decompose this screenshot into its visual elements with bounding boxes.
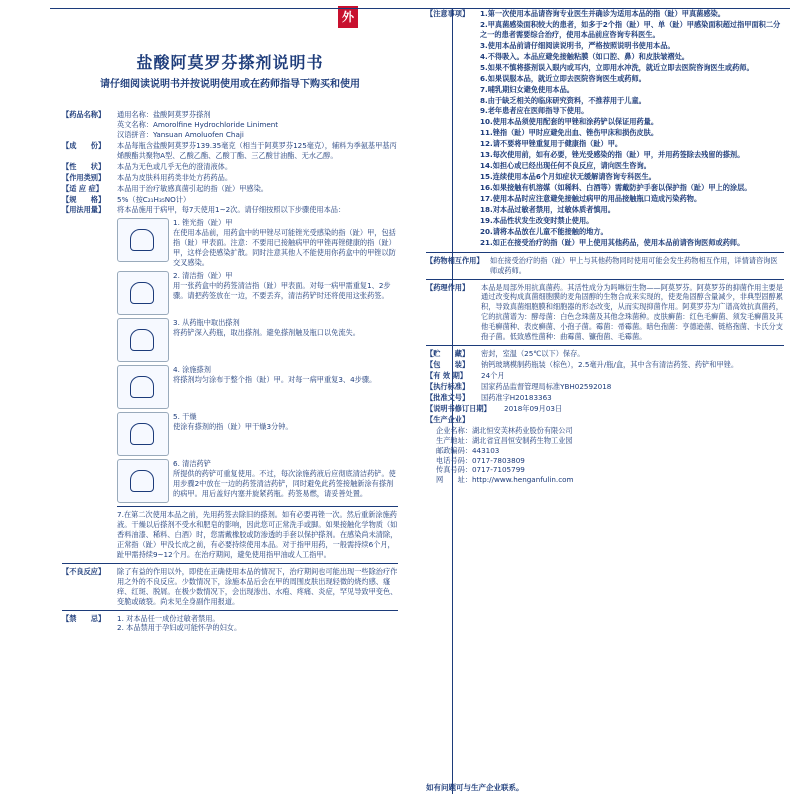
interaction-section [426, 256, 784, 276]
section-label: 【 药理作用 】 [426, 283, 481, 343]
fax-number: 传真号码：0717-7105799 [436, 465, 525, 475]
section-label: 【 禁 忌 】 [62, 614, 117, 634]
generic-name: 通用名称：盐酸阿莫罗芬搽剂 [117, 110, 211, 119]
storage-section [426, 349, 784, 359]
section-label: 【 说明书修订日期 】 [426, 404, 504, 414]
caution-item: 13.每次使用前，如有必要，锉光受感染的指（趾）甲，并用药签除去残留的搽剂。 [480, 150, 745, 160]
step-7: 7.在第二次使用本品之前，先用药签去除旧的搽剂。如有必要再锉一次。然后重新涂施药液。干燥以后搽剂不受水和肥皂的影响，因此您可正常洗手或脚。如果接触化学物质（如香料油漆、稀料、白酒）时，您需戴橡胶或防渗透的手套以保护搽剂。在感染尚未清除，正常指（趾）甲没长成之前，有必要持续使用本品。对于指甲用药，一般需持续6个月，趾甲需持续9~12个月。在治疗期间，避免使用指甲油或人工指甲。 [117, 510, 398, 559]
company-address: 生产地址：湖北省宜昌恒安制药生物工业园 [436, 435, 573, 445]
section-text: 本品每瓶含盐酸阿莫罗芬139.35毫克（相当于阿莫罗芬125毫克），辅料为季氨基甲基丙烯酸酯共聚物A型、乙酸乙酯、乙酸丁酯、三乙酸甘油酯、无水乙醇。 [117, 140, 397, 160]
revision-section [426, 404, 784, 414]
section-label: 【 药物相互作用 】 [426, 256, 490, 276]
step-text: 使涂有搽剂的指（趾）甲干燥3分钟。 [173, 422, 293, 431]
english-name: 英文名称：Amorolfine Hydrochloride Liniment [117, 119, 279, 129]
step-title: 2. 清洁指（趾）甲 [173, 271, 233, 281]
foot-icon [117, 365, 169, 409]
separator [426, 279, 784, 280]
section-text: 国家药品监督管理局标准YBH02592018 [481, 381, 612, 391]
nail-file-icon [117, 218, 169, 262]
caution-item: 14.如担心或已经出现任何不良反应，请向医生咨询。 [480, 161, 651, 171]
section-label: 【 不良反应 】 [62, 567, 117, 607]
separator [62, 563, 398, 564]
standard-section [426, 382, 784, 392]
step-text: 所提供的药铲可重复使用。不过，每次涂施药液后应彻底清洁药铲。使用步骤2中放在一边的药签清洁药铲，同时避免此药签接触新涂有搽剂的病甲。用后盖好内塞并旋紧药瓶。药签易燃，请妥善处置。 [173, 469, 396, 498]
caution-item: 19.本品性状发生改变时禁止使用。 [480, 215, 594, 225]
spatula-icon [117, 459, 169, 503]
step-title: 5. 干燥 [173, 412, 197, 422]
property-section [62, 162, 398, 172]
caution-item: 15.连续使用本品6个月如症状无缓解请咨询专科医生。 [480, 172, 656, 182]
caution-item: 2.甲真菌感染面积较大的患者，如多于2个指（趾）甲、单（趾）甲感染面积超过指甲面积二分之一的患者需要综合治疗，使用本品前应咨询专科医生。 [480, 19, 781, 39]
section-label: 【 执行标准 】 [426, 382, 481, 392]
section-text: 本品为皮肤科用药类非处方药药品。 [117, 172, 233, 182]
section-text: 密封，室温（25℃以下）保存。 [481, 349, 585, 359]
caution-item: 8.由于缺乏相关的临床研究资料，不推荐用于儿童。 [480, 95, 646, 105]
section-text: 5%（按C₂₁H₃₅NO计） [117, 194, 191, 204]
section-text: 如在接受治疗的指（趾）甲上与其他药物同时使用可能会发生药物相互作用，详情请咨询医师或药师。 [490, 255, 778, 275]
expiry-section [426, 371, 784, 381]
step-text: 将搽剂均匀涂布于整个指（趾）甲。对每一病甲重复3、4步骤。 [173, 375, 377, 384]
section-text: 国药准字H20183363 [481, 392, 552, 402]
bottle-icon [117, 318, 169, 362]
caution-item: 4.不得吸入。本品应避免接触粘膜（如口腔、鼻）和皮肤皱褶处。 [480, 51, 689, 61]
step-title: 4. 涂施搽剂 [173, 365, 211, 375]
footer-note: 如有问题可与生产企业联系。 [426, 783, 524, 792]
dry-foot-icon [117, 412, 169, 456]
approval-section [426, 393, 784, 403]
caution-item: 17.使用本品时应注意避免接触过病甲的用品接触瓶口造成污染药物。 [480, 193, 702, 203]
step-title: 3. 从药瓶中取出搽剂 [173, 318, 240, 328]
section-label: 【 有 效 期 】 [426, 371, 481, 381]
step-text: 将药铲深入药瓶，取出搽剂。避免搽剂触及瓶口以免流失。 [173, 328, 360, 337]
section-text: 除了有益的作用以外，即使在正确使用本品的情况下，治疗期间也可能出现一些除治疗作用之外的不良反应。少数情况下，涂施本品后会在甲的周围皮肤出现轻微的烧灼感、瘙痒、红斑、脱屑。在极少数情况下，会出现渗出、水疱、疼痛、炎症，罕见导致甲变色、变脆或破裂。尚未见全身副作用报道。 [117, 566, 398, 606]
section-label: 【 药品名称 】 [62, 110, 117, 140]
step-3 [117, 318, 398, 362]
usage-section [62, 205, 398, 559]
step-2 [117, 271, 398, 315]
separator [426, 252, 784, 253]
separator [117, 506, 398, 507]
separator [62, 610, 398, 611]
section-label: 【 成 份 】 [62, 141, 117, 161]
caution-item: 7.哺乳期妇女避免使用本品。 [480, 84, 574, 94]
pinyin-name: 汉语拼音：Yansuan Amoluofen Chaji [117, 129, 244, 139]
step-title: 1. 锉光指（趾）甲 [173, 218, 233, 228]
section-label: 【 规 格 】 [62, 195, 117, 205]
step-1 [117, 218, 398, 268]
step-text: 用一张药盒中的药签清洁指（趾）甲表面。对每一病甲需重复1、2步骤。请把药签放在一边，不要丢弃，清洁药铲时还将使用这张药签。 [173, 281, 391, 300]
contra-item: 1. 对本品任一成份过敏者禁用。 [117, 613, 220, 623]
caution-item: 9.老年患者应在医师指导下使用。 [480, 106, 589, 116]
spec-section [62, 195, 398, 205]
section-label: 【 用法用量 】 [62, 205, 117, 559]
pharmacology-section [426, 283, 784, 343]
separator [426, 345, 784, 346]
section-label: 【 批准文号 】 [426, 393, 481, 403]
caution-item: 1.第一次使用本品请咨询专业医生并确诊为适用本品的指（趾）甲真菌感染。 [480, 9, 725, 18]
section-text: 24个月 [481, 371, 505, 380]
manufacturer-section [426, 415, 784, 425]
caution-section [426, 9, 784, 249]
contra-item: 2. 本品禁用于孕妇或可能怀孕的妇女。 [117, 623, 242, 633]
left-column [62, 110, 398, 634]
section-label: 【 生产企业 】 [426, 415, 481, 425]
indication-section [62, 184, 398, 194]
manufacturer-details [436, 426, 784, 486]
section-text: 本品用于治疗敏感真菌引起的指（趾）甲感染。 [117, 183, 268, 193]
adverse-section [62, 567, 398, 607]
caution-item: 6.如果误服本品，就近立即去医院咨询医生或药师。 [480, 73, 646, 83]
postal-code: 邮政编码：443103 [436, 445, 500, 455]
drug-name-section [62, 110, 398, 140]
usage-intro: 将本品施用于病甲，每7天使用1~2次。请仔细按照以下步骤使用本品： [117, 205, 346, 215]
category-section [62, 173, 398, 183]
swab-icon [117, 271, 169, 315]
phone-number: 电话号码：0717-7803809 [436, 455, 525, 465]
caution-item: 18.对本品过敏者禁用，过敏体质者慎用。 [480, 204, 615, 214]
company-name: 企业名称：湖北恒安芙林药业股份有限公司 [436, 425, 573, 435]
package-section [426, 360, 784, 370]
section-label: 【 适 应 症 】 [62, 184, 117, 194]
section-label: 【 包 装 】 [426, 360, 481, 370]
section-label: 【 贮 藏 】 [426, 349, 481, 359]
right-column [426, 9, 784, 485]
section-label: 【 性 状 】 [62, 162, 117, 172]
step-text: 在使用本品前，用药盒中的甲锉尽可能锉光受感染的指（趾）甲，包括指（趾）甲表面。注意：不要用已接触病甲的甲锉再锉健康的指（趾）甲，这样会使感染扩散。同时注意其他人不能使用你药盒中的甲锉以防交叉感染。 [173, 228, 396, 268]
page-title: 盐酸阿莫罗芬搽剂说明书 [136, 53, 324, 72]
caution-item: 12.请不要将甲锉重复用于健康指（趾）甲。 [480, 139, 623, 149]
caution-item: 3.使用本品前请仔细阅读说明书，严格按照说明书使用本品。 [480, 40, 675, 50]
caution-item: 20.请将本品放在儿童不能接触的地方。 [480, 226, 608, 236]
section-text: 本品是局部外用抗真菌药。其活性成分为吗啉衍生物——阿莫罗芬。阿莫罗芬的抑菌作用主要是通过改变构成真菌细胞膜的麦角固醇的生物合成来实现的，使麦角固醇含量减少，非典型固醇累积，导致真菌细胞膜和细胞器的形态改变，从而实现抑菌作用。阿莫罗芬为广谱高效抗真菌药，它的抗菌谱为：酵母菌：白色念珠菌及其他念珠菌种。皮肤癣菌：红色毛癣菌、须发毛癣菌及其他毛癣菌种、表皮癣菌、小孢子菌。霉菌：帚霉菌。暗色孢菌：亨德逊菌、链格孢菌、卡氏分支孢子菌。低致感性菌种：曲霉菌、镰孢菌、毛霉菌。 [481, 282, 783, 342]
section-label: 【 注意事项 】 [426, 9, 478, 249]
caution-item: 16.如果接触有机溶媒（如稀料、白酒等）需戴防护手套以保护指（趾）甲上的涂层。 [480, 183, 752, 192]
step-title: 6. 清洁药铲 [173, 459, 211, 469]
step-4 [117, 365, 398, 409]
caution-item: 11.锉指（趾）甲时应避免出血、锉伤甲床和损伤皮肤。 [480, 128, 659, 138]
section-text: 2018年09月03日 [504, 403, 563, 413]
section-text: 钠钙玻璃模制药瓶装（棕色），2.5毫升/瓶/盒，其中含有清洁药签、药铲和甲锉。 [481, 360, 739, 370]
section-text: 本品为无色或几乎无色的澄清液体。 [117, 161, 233, 171]
caution-item: 5.如果不慎将搽剂误入眼内或耳内，立即用水冲洗，就近立即去医院咨询医生或药师。 [480, 62, 754, 72]
caution-item: 21.如正在接受治疗的指（趾）甲上使用其他药品，使用本品前请咨询医师或药师。 [480, 237, 745, 247]
section-label: 【 作用类别 】 [62, 173, 117, 183]
step-5 [117, 412, 398, 456]
contra-section [62, 614, 398, 634]
page-subtitle: 请仔细阅读说明书并按说明使用或在药师指导下购买和使用 [100, 79, 360, 90]
caution-item: 10.使用本品须使用配套的甲锉和涂药铲以保证用药量。 [480, 117, 659, 127]
step-6 [117, 459, 398, 503]
external-use-badge: 外 [338, 6, 358, 28]
website: 网 址：http://www.henganfulin.com [436, 475, 574, 485]
composition-section [62, 141, 398, 161]
